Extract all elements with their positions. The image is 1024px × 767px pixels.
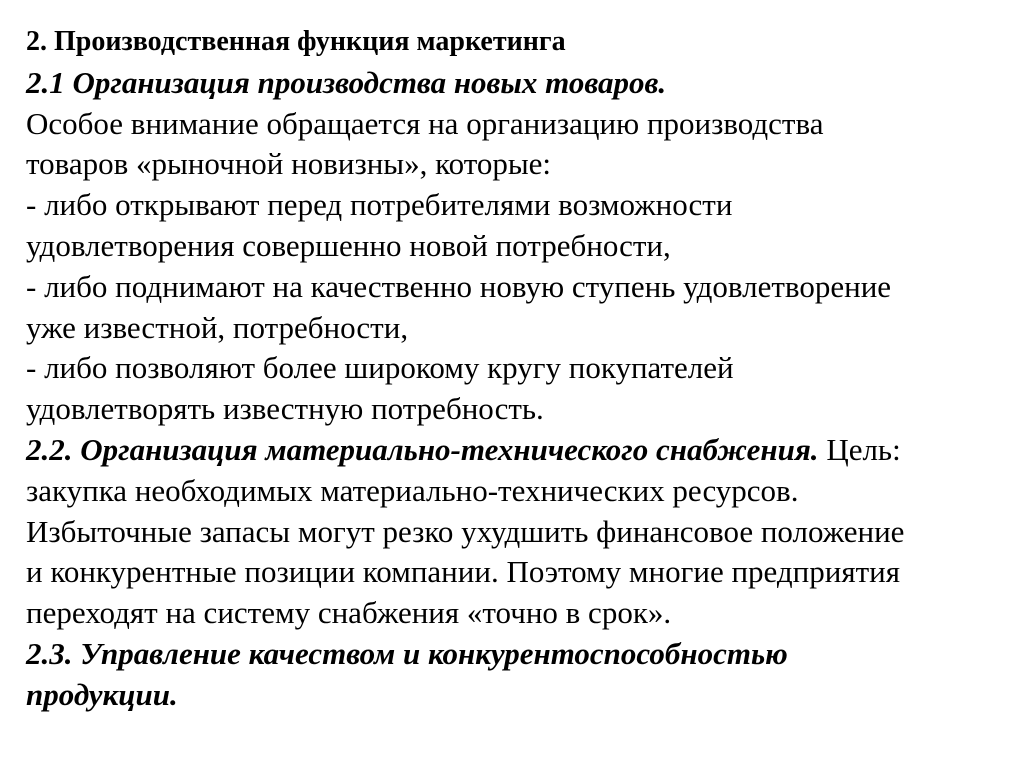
bullet-line: - либо поднимают на качественно новую ступень удовлетворение	[26, 268, 892, 304]
subsection-title-row-2-2	[26, 430, 1011, 471]
body-line: переходят на систему снабжения «точно в срок».	[26, 595, 672, 631]
bullet-line: - либо открывают перед потребителями возможности	[26, 187, 733, 223]
body-line: и конкурентные позиции компании. Поэтому многие предприятия	[26, 554, 900, 590]
body-line: уже известной, потребности,	[26, 309, 409, 345]
body-line: удовлетворения совершенно новой потребности,	[26, 227, 671, 263]
subsection-title-2-2: 2.2. Организация материально-технического снабжения.	[26, 431, 819, 467]
slide-content	[26, 22, 1011, 716]
body-line: закупка необходимых материально-технических ресурсов.	[26, 472, 799, 508]
subsection-title-2-3: 2.3. Управление качеством и конкурентоспособностью	[26, 635, 788, 671]
subsection-title-2-3-cont: продукции.	[26, 676, 178, 712]
subsection-title-2-1: 2.1 Организация производства новых товаров.	[26, 64, 667, 100]
goal-label: Цель:	[818, 431, 901, 467]
body-line: товаров «рыночной новизны», которые:	[26, 146, 552, 182]
body-line: удовлетворять известную потребность.	[26, 391, 544, 427]
body-line: Избыточные запасы могут резко ухудшить финансовое положение	[26, 513, 905, 549]
section-heading: 2. Производственная функция маркетинга	[26, 26, 566, 57]
bullet-line: - либо позволяют более широкому кругу покупателей	[26, 350, 734, 386]
body-line: Особое внимание обращается на организацию производства	[26, 105, 824, 141]
